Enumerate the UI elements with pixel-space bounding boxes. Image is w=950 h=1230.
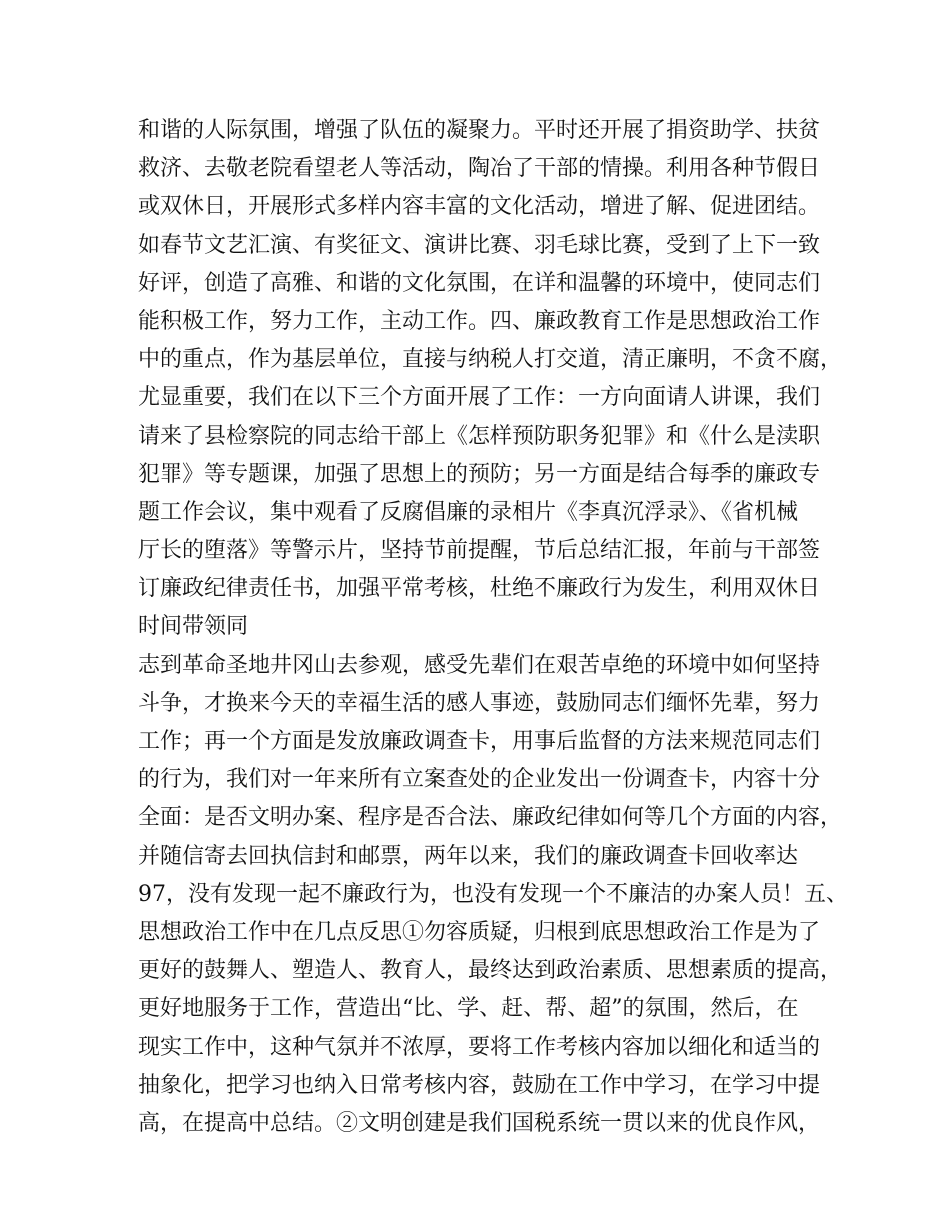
text-line: 救济、去敬老院看望老人等活动，陶冶了干部的情操。利用各种节假日 bbox=[138, 156, 821, 182]
text-line: 高，在提高中总结。②文明创建是我们国税系统一贯以来的优良作风， bbox=[138, 1110, 821, 1136]
text-line: 抽象化，把学习也纳入日常考核内容，鼓励在工作中学习，在学习中提 bbox=[138, 1072, 821, 1098]
body-text bbox=[138, 112, 848, 1143]
text-line: 订廉政纪律责任书，加强平常考核，杜绝不廉政行为发生，利用双休日 bbox=[138, 576, 821, 602]
text-line: 并随信寄去回执信封和邮票，两年以来，我们的廉政调查卡回收率达 bbox=[138, 843, 799, 869]
text-line: 题工作会议，集中观看了反腐倡廉的录相片《李真沉浮录》、《省机械 bbox=[138, 499, 799, 525]
text-line: 思想政治工作中在几点反思①勿容质疑，归根到底思想政治工作是为了 bbox=[138, 919, 821, 945]
text-line: 好评，创造了高雅、和谐的文化氛围，在详和温馨的环境中，使同志们 bbox=[138, 270, 821, 296]
text-line: 全面：是否文明办案、程序是否合法、廉政纪律如何等几个方面的内容， bbox=[138, 805, 843, 831]
text-line: 的行为，我们对一年来所有立案查处的企业发出一份调查卡，内容十分 bbox=[138, 767, 821, 793]
text-line: 犯罪》等专题课，加强了思想上的预防；另一方面是结合每季的廉政专 bbox=[138, 461, 821, 487]
text-line: 时间带领同 bbox=[138, 614, 249, 640]
text-line: 更好的鼓舞人、塑造人、教育人，最终达到政治素质、思想素质的提高， bbox=[138, 958, 843, 984]
text-line: 中的重点，作为基层单位，直接与纳税人打交道，清正廉明，不贪不腐， bbox=[138, 347, 843, 373]
text-line: 或双休日，开展形式多样内容丰富的文化活动，增进了解、促进团结。 bbox=[138, 194, 821, 220]
text-line: 现实工作中，这种气氛并不浓厚，要将工作考核内容加以细化和适当的 bbox=[138, 1034, 821, 1060]
text-line: 尤显重要，我们在以下三个方面开展了工作：一方向面请人讲课，我们 bbox=[138, 385, 821, 411]
text-line: 厅长的堕落》等警示片，坚持节前提醒，节后总结汇报，年前与干部签 bbox=[138, 538, 821, 564]
text-line: 和谐的人际氛围，增强了队伍的凝聚力。平时还开展了捐资助学、扶贫 bbox=[138, 118, 821, 143]
text-line: 能积极工作，努力工作，主动工作。四、廉政教育工作是思想政治工作 bbox=[138, 308, 821, 334]
text-line: 斗争，才换来今天的幸福生活的感人事迹，鼓励同志们缅怀先辈，努力 bbox=[138, 690, 821, 716]
text-line: 如春节文艺汇演、有奖征文、演讲比赛、羽毛球比赛，受到了上下一致 bbox=[138, 232, 821, 258]
text-line: 更好地服务于工作，营造出“比、学、赶、帮、超”的氛围，然后，在 bbox=[138, 996, 799, 1022]
text-line: 志到革命圣地井冈山去参观，感受先辈们在艰苦卓绝的环境中如何坚持 bbox=[138, 652, 821, 678]
text-line: 97，没有发现一起不廉政行为，也没有发现一个不廉洁的办案人员！五、 bbox=[138, 881, 848, 907]
text-line: 请来了县检察院的同志给干部上《怎样预防职务犯罪》和《什么是渎职 bbox=[138, 423, 821, 449]
text-line: 工作；再一个方面是发放廉政调查卡，用事后监督的方法来规范同志们 bbox=[138, 729, 821, 754]
